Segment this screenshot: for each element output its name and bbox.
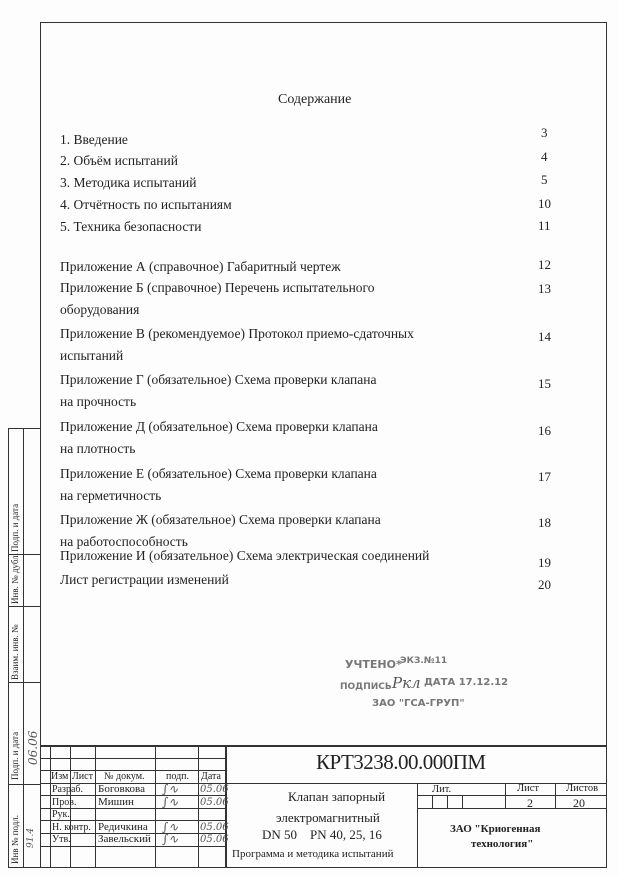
sign-date: 05.06 (200, 796, 229, 808)
product-params: DN 50 PN 40, 25, 16 (262, 827, 382, 842)
person-name: Редичкина (98, 820, 148, 833)
toc-entry: Приложение Ж (обязательное) Схема проверки клапана (60, 512, 381, 527)
product-name-1: Клапан запорный (288, 789, 386, 804)
toc-entry: Приложение Г (обязательное) Схема проверки клапана (60, 372, 377, 387)
stamp-signature: Ркл (392, 674, 421, 692)
toc-page-number: 17 (538, 469, 551, 484)
role-label: Пров. (52, 796, 77, 808)
header-col: Изм (51, 771, 69, 782)
contents-title: Содержание (278, 92, 352, 107)
toc-page-number: 4 (541, 149, 548, 164)
toc-entry: 4. Отчётность по испытаниям (60, 197, 232, 212)
toc-page-number: 12 (538, 257, 551, 272)
side-podp-data2: Подп. и дата (10, 503, 20, 552)
toc-entry: Приложение Е (обязательное) Схема проверки клапана (60, 466, 377, 481)
role-label: Н. контр. (52, 821, 91, 833)
toc-entry-cont: на работоспособность (60, 534, 188, 549)
stamp-date: ДАТА 17.12.12 (424, 677, 509, 688)
document-type: Программа и методика испытаний (232, 848, 394, 860)
person-name: Боговкова (98, 783, 145, 795)
signature-mark: ∫∿ (162, 794, 179, 809)
toc-entry-cont: оборудования (60, 302, 140, 317)
document-code: КРТ3238.00.000ПМ (316, 750, 486, 774)
person-name: Мишин (98, 795, 134, 808)
side-podp-value: 06.06 (26, 730, 40, 765)
toc-entry-cont: на плотность (60, 441, 136, 456)
stamp-copy: ЭКЗ.№11 (400, 656, 448, 666)
toc-entry: 3. Методика испытаний (60, 175, 197, 190)
sign-date: 05.06 (200, 821, 229, 833)
toc-page-number: 20 (538, 577, 551, 592)
side-inv-dubl: Инв. № дубл. (10, 553, 20, 604)
role-label: Утв. (52, 834, 71, 846)
toc-page-number: 13 (538, 281, 551, 296)
toc-entry: Приложение В (рекомендуемое) Протокол приемо-сдаточных (60, 326, 414, 341)
toc-page-number: 3 (541, 125, 548, 140)
sign-date: 05.06 (200, 784, 229, 795)
header-col: Дата (201, 771, 221, 782)
person-name: Завельский (98, 833, 151, 846)
toc-entry: Приложение Б (справочное) Перечень испытательного (60, 280, 375, 295)
toc-page-number: 14 (538, 329, 551, 344)
sign-date: 05.06 (200, 834, 229, 846)
lit-label: Лит. (432, 784, 452, 795)
company-name-2: технология" (471, 838, 534, 850)
header-col: Лист (72, 771, 93, 782)
toc-entry: 1. Введение (60, 132, 128, 147)
sheets-total: 20 (573, 796, 585, 810)
toc-entry-cont: испытаний (60, 348, 124, 363)
company-name-1: ЗАО "Криогенная (450, 823, 541, 835)
toc-page-number: 18 (538, 515, 551, 530)
sheet-label: Лист (517, 783, 539, 794)
side-vzam: Взаим. инв. № (10, 624, 20, 680)
toc-page-number: 16 (538, 423, 551, 438)
signature-mark: ∫∿ (162, 782, 179, 796)
side-podp-data: Подп. и дата (10, 731, 20, 780)
side-inv-value: 91.4 (26, 827, 36, 848)
toc-page-number: 10 (538, 196, 551, 211)
header-col: № докум. (104, 771, 145, 782)
toc-page-number: 15 (538, 376, 551, 391)
toc-entry-cont: на прочность (60, 394, 137, 409)
stamp-line1: УЧТЕНО* (345, 658, 402, 671)
role-label: Рук. (52, 809, 70, 821)
toc-entry: Приложение И (обязательное) Схема электрическая соединений (60, 548, 430, 563)
toc-entry: 2. Объём испытаний (60, 153, 178, 168)
toc-page-number: 5 (541, 172, 548, 187)
toc-page-number: 11 (538, 218, 551, 233)
product-name-2: электромагнитный (276, 810, 380, 825)
toc-entry: Приложение А (справочное) Габаритный чертеж (60, 259, 341, 274)
toc-entry: Лист регистрации изменений (60, 572, 229, 587)
toc-entry: 5. Техника безопасности (60, 219, 202, 234)
sheets-label: Листов (566, 783, 599, 794)
role-label: Разраб. (52, 784, 83, 795)
stamp-sign-label: ПОДПИСЬ (340, 682, 392, 692)
stamp-company: ЗАО "ГСА-ГРУП" (372, 698, 465, 709)
toc-entry-cont: на герметичность (60, 488, 162, 503)
signature-mark: ∫∿ (162, 819, 179, 834)
header-col: подп. (166, 771, 190, 782)
sheet-number: 2 (527, 796, 533, 810)
side-inv-podl: Инв № подл. (10, 814, 20, 864)
toc-entry: Приложение Д (обязательное) Схема проверки клапана (60, 419, 378, 434)
signature-mark: ∫∿ (162, 832, 179, 847)
toc-page-number: 19 (538, 555, 551, 570)
